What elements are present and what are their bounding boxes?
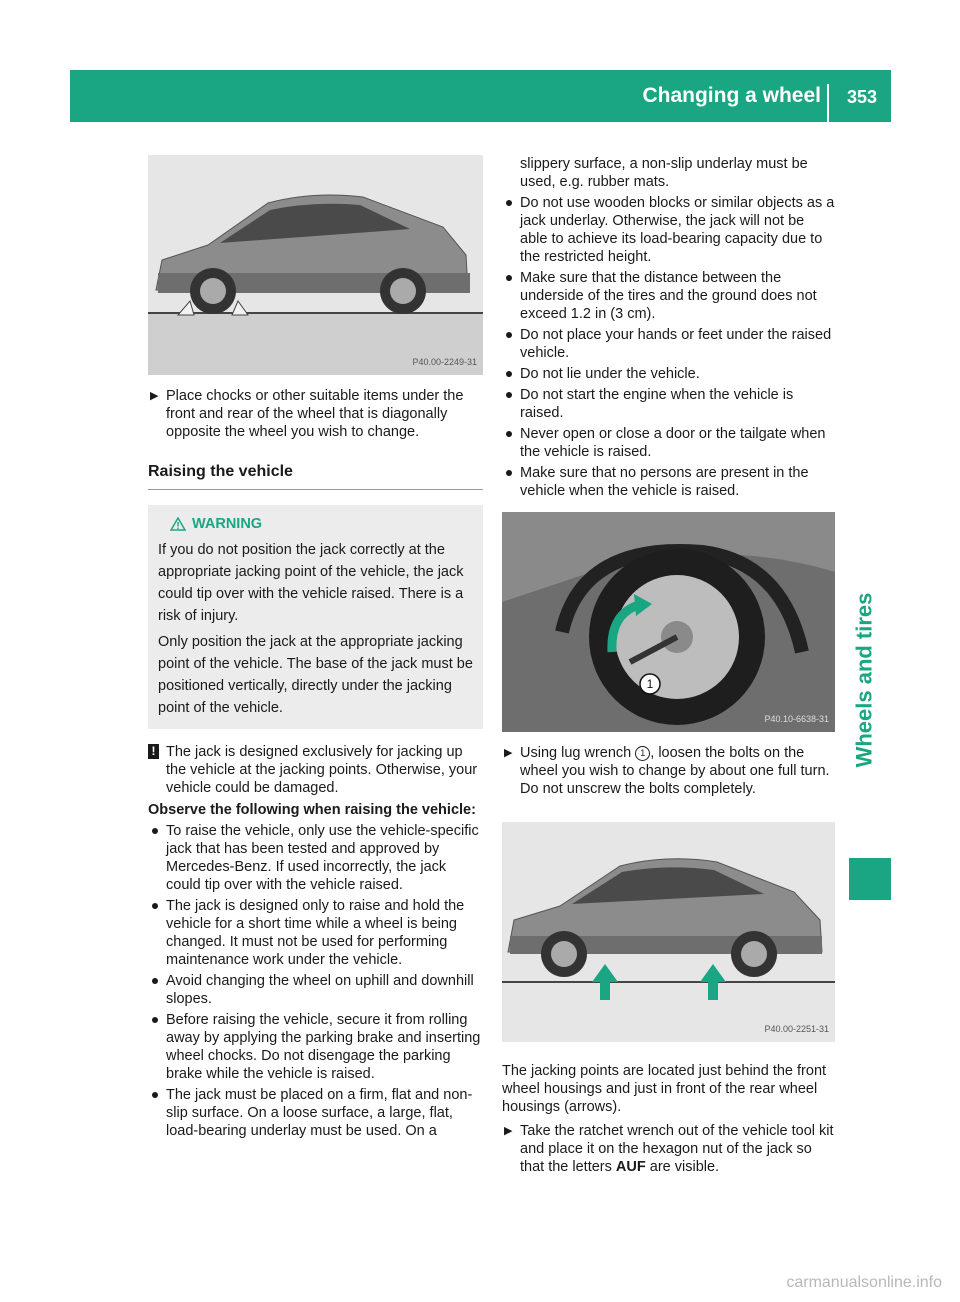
right-column: [502, 155, 835, 1176]
jacking-points-text: The jacking points are located just behind the front wheel housings and just in front of the rear wheel housings (arrows).: [502, 1063, 827, 1115]
list-item: To raise the vehicle, only use the vehicle-specific jack that has been tested and approved by Mercedes-Benz. If used incorrectly, the jack could tip over with the vehicle raised.: [148, 822, 483, 894]
list-item: Do not use wooden blocks or similar objects as a jack underlay. Otherwise, the jack will not be able to achieve its load-bearing capacity due to the restricted height.: [502, 194, 835, 266]
step-loosen-bolts: ▶ Using lug wrench 1 , loosen the bolts on the wheel you wish to change by about one full turn. Do not unscrew the bolts completely.: [504, 745, 830, 797]
list-item: The jack is designed only to raise and hold the vehicle for a short time while a wheel is being changed. It must not be used for performing maintenance work under the vehicle.: [148, 897, 483, 969]
callout-number: 1: [646, 677, 654, 691]
figure-code: P40.10-6638-31: [764, 714, 829, 724]
bullet-icon: [152, 903, 158, 909]
section-heading-raising: Raising the vehicle: [148, 463, 483, 490]
list-item: Make sure that the distance between the underside of the tires and the ground does not exceed 1.2 in (3 cm).: [502, 269, 835, 323]
continuation-text: slippery surface, a non-slip underlay must be used, e.g. rubber mats.: [520, 156, 808, 190]
step-ratchet-wrench: ▶ Take the ratchet wrench out of the vehicle tool kit and place it on the hexagon nut of the jack so that the letters AUF are visible.: [504, 1123, 834, 1175]
step-arrow-icon: ▶: [504, 1125, 513, 1137]
left-column: [148, 155, 483, 1143]
bullet-icon: [506, 392, 512, 398]
bullet-icon: [152, 1092, 158, 1098]
side-tab-label: Wheels and tires: [851, 592, 876, 768]
list-item: Never open or close a door or the tailgate when the vehicle is raised.: [502, 425, 835, 461]
page-title: Changing a wheel: [642, 84, 821, 107]
watermark: carmanualsonline.info: [786, 1274, 942, 1291]
wheel-illustration: [502, 512, 835, 732]
list-item: Do not lie under the vehicle.: [502, 365, 835, 383]
list-item: Do not start the engine when the vehicle is raised.: [502, 386, 835, 422]
step-arrow-icon: ▶: [504, 747, 513, 759]
observe-heading: Observe the following when raising the vehicle:: [148, 802, 476, 818]
list-item: Make sure that no persons are present in the vehicle when the vehicle is raised.: [502, 464, 835, 500]
bullet-icon: [506, 332, 512, 338]
bullet-icon: [506, 200, 512, 206]
list-item: The jack must be placed on a firm, flat and non-slip surface. On a loose surface, a large, flat, load-bearing underlay must be used. On a: [148, 1086, 483, 1140]
note-jack: ! The jack is designed exclusively for jacking up the vehicle at the jacking points. Otherwise, your vehicle could be damaged.: [148, 743, 483, 797]
list-item: Do not place your hands or feet under the raised vehicle.: [502, 326, 835, 362]
step-place-chocks: ▶ Place chocks or other suitable items under the front and rear of the wheel that is diagonally opposite the wheel you wish to change.: [150, 388, 464, 440]
exclamation-icon: !: [148, 744, 159, 759]
bullet-icon: [152, 978, 158, 984]
warning-header: [158, 513, 473, 535]
bullet-icon: [152, 1017, 158, 1023]
warning-text-1: If you do not position the jack correctly at the appropriate jacking point of the vehicle, the jack could tip over with the vehicle raised. There is a risk of injury.: [158, 542, 464, 624]
header-bar: [70, 70, 891, 122]
header-divider: [827, 84, 829, 122]
figure-wheel-lug-wrench: [502, 512, 835, 732]
figure-code: P40.00-2251-31: [764, 1024, 829, 1034]
bullet-icon: [506, 431, 512, 437]
list-item: Avoid changing the wheel on uphill and downhill slopes.: [148, 972, 483, 1008]
step-arrow-icon: ▶: [150, 390, 159, 402]
side-tab: [844, 560, 884, 800]
page-number: 353: [846, 87, 878, 107]
figure-jacking-points: [502, 822, 835, 1042]
callout-number-inline: 1: [635, 746, 650, 761]
warning-title: WARNING: [192, 516, 263, 532]
list-item: Before raising the vehicle, secure it from rolling away by applying the parking brake and inserting wheel chocks. Do not disengage the parking brake while the vehicle is raised.: [148, 1011, 483, 1083]
figure-car-side-chocks: [148, 155, 483, 375]
warning-triangle-icon: [170, 517, 186, 531]
warning-text-2: Only position the jack at the appropriate jacking point of the vehicle. The base of the jack must be positioned vertically, directly under the jacking point of the vehicle.: [158, 634, 473, 716]
side-tab-block: [849, 858, 891, 900]
car-illustration: [148, 155, 483, 375]
warning-box: [148, 505, 483, 729]
car-jacking-illustration: [502, 822, 835, 1042]
bullet-icon: [506, 275, 512, 281]
bullet-icon: [506, 371, 512, 377]
figure-code: P40.00-2249-31: [412, 357, 477, 367]
bullet-icon: [152, 828, 158, 834]
bullet-icon: [506, 470, 512, 476]
